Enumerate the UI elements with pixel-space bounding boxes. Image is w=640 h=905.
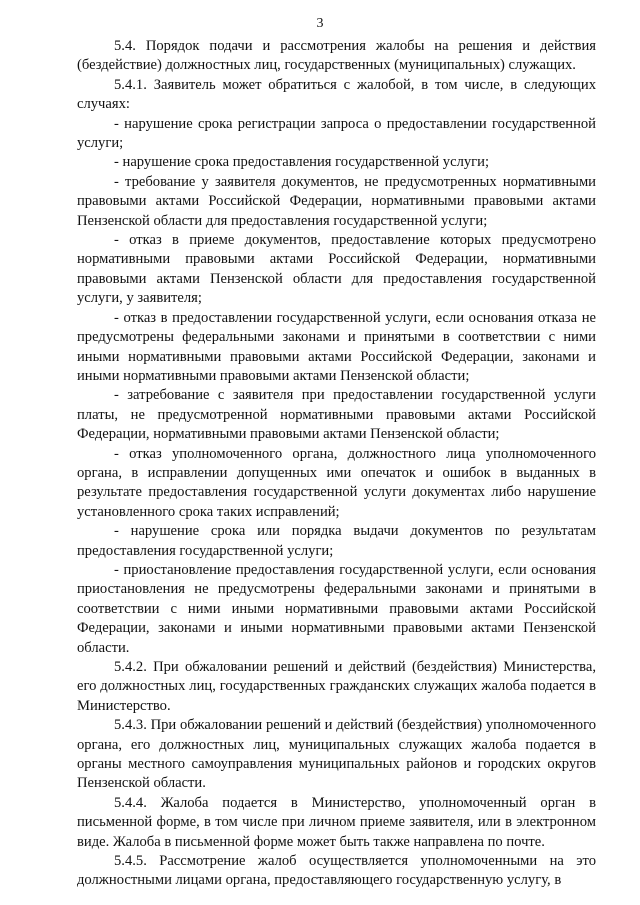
list-item: - приостановление предоставления государственной услуги, если основания приостановления не предусмотрены федеральными законами и принятыми в соответствии с ними иными нормативными правовыми актами Российской Федерации, законами и иными нормативными правовыми актами Пензенской области. [77, 561, 596, 656]
list-item: - отказ в предоставлении государственной услуги, если основания отказа не предусмотрены федеральными законами и принятыми в соответствии с ними иными нормативными правовыми актами Российской Федерации, законами и иными нормативными правовыми актами Пензенской области; [77, 309, 596, 384]
list-item: - нарушение срока регистрации запроса о предоставлении государственной услуги; [77, 115, 596, 152]
paragraph-5-4-2: 5.4.2. При обжаловании решений и действий (бездействия) Министерства, его должностных лиц, государственных гражданских служащих жалоба подается в Министерство. [77, 659, 596, 714]
paragraph-5-4-4: 5.4.4. Жалоба подается в Министерство, уполномоченный орган в письменной форме, в том числе при личном приеме заявителя, или в электронном виде. Жалоба в письменной форме может быть также направлена по почте. [77, 794, 596, 850]
paragraph-5-4-1: 5.4.1. Заявитель может обратиться с жалобой, в том числе, в следующих случаях: [77, 76, 596, 113]
paragraph-5-4-heading: 5.4. Порядок подачи и рассмотрения жалобы на решения и действия (бездействие) должностных лиц, государственных (муниципальных) служащих. [77, 38, 596, 74]
paragraph-5-4-5: 5.4.5. Рассмотрение жалоб осуществляется уполномоченными на это должностными лицами органа, предоставляющего государственную услугу, в [77, 853, 596, 889]
list-item: - отказ уполномоченного органа, должностного лица уполномоченного органа, в исправлении допущенных ими опечаток и ошибок в выданных в результате предоставления государственной услуги документах либо нарушение установленного срока таких исправлений; [77, 445, 596, 520]
list-item: - требование у заявителя документов, не предусмотренных нормативными правовыми актами Российской Федерации, нормативными правовыми актами Пензенской области для предоставления государственной услуги; [77, 173, 596, 229]
list-item: - нарушение срока или порядка выдачи документов по результатам предоставления государственной услуги; [77, 523, 596, 559]
list-item: - нарушение срока предоставления государственной услуги; [114, 154, 490, 171]
document-body [77, 37, 596, 891]
paragraph-5-4-3: 5.4.3. При обжаловании решений и действий (бездействия) уполномоченного органа, его должностных лиц, муниципальных служащих жалоба подается в органы местного самоуправления муниципальных районов и городских округов Пензенской области. [77, 717, 596, 792]
page-number: 3 [316, 16, 324, 31]
list-item: - затребование с заявителя при предоставлении государственной услуги платы, не предусмотренной нормативными правовыми актами Российской Федерации, нормативными правовыми актами Пензенской области; [77, 387, 596, 443]
list-item: - отказ в приеме документов, предоставление которых предусмотрено нормативными правовыми актами Российской Федерации, нормативными правовыми актами Пензенской области для предоставления государственной услуги, у заявителя; [77, 232, 596, 307]
